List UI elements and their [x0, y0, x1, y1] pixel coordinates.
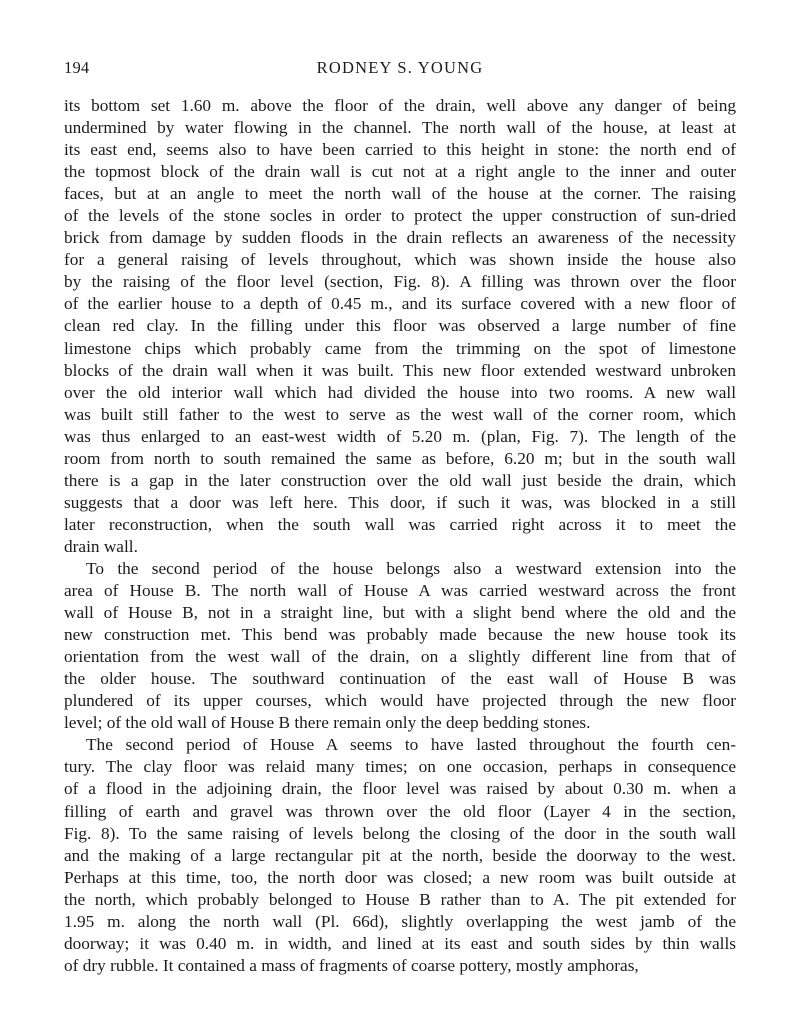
text-line: clean red clay. In the filling under this floor was observed a large number of fine — [64, 316, 736, 336]
paragraph — [64, 95, 736, 558]
text-line: the topmost block of the drain wall is cut not at a right angle to the inner and outer — [64, 162, 736, 182]
paragraph — [64, 558, 736, 734]
text-line: level; of the old wall of House B there remain only the deep bedding stones. — [64, 713, 591, 733]
text-line: The second period of House A seems to have lasted throughout the fourth cen- — [86, 735, 736, 755]
text-line: faces, but at an angle to meet the north wall of the house at the corner. The raising — [64, 184, 736, 204]
text-line: later reconstruction, when the south wall was carried right across it to meet the — [64, 514, 736, 534]
text-line: the north, which probably belonged to House B rather than to A. The pit extended for — [64, 889, 736, 909]
text-line: was built still father to the west to serve as the west wall of the corner room, which — [64, 404, 736, 424]
text-line: was thus enlarged to an east-west width of 5.20 m. (plan, Fig. 7). The length of the — [64, 426, 736, 446]
text-line: orientation from the west wall of the drain, on a slightly different line from that of — [64, 647, 736, 667]
text-line: of dry rubble. It contained a mass of fragments of coarse pottery, mostly amphoras, — [64, 955, 639, 975]
text-line: by the raising of the floor level (section, Fig. 8). A filling was thrown over the floor — [64, 272, 736, 292]
page-number: 194 — [64, 58, 90, 77]
text-line: suggests that a door was left here. This door, if such it was, was blocked in a still — [64, 492, 736, 512]
text-line: of a flood in the adjoining drain, the floor level was raised by about 0.30 m. when a — [64, 779, 736, 799]
text-line: 1.95 m. along the north wall (Pl. 66d), slightly overlapping the west jamb of the — [64, 911, 736, 931]
text-line: tury. The clay floor was relaid many times; on one occasion, perhaps in consequence — [64, 757, 736, 777]
text-line: limestone chips which probably came from the trimming on the spot of limestone — [64, 338, 736, 358]
text-line: over the old interior wall which had divided the house into two rooms. A new wall — [64, 382, 736, 402]
text-line: there is a gap in the later construction over the old wall just beside the drain, which — [64, 470, 736, 490]
text-line: drain wall. — [64, 536, 138, 556]
text-line: area of House B. The north wall of House A was carried westward across the front — [64, 581, 736, 601]
text-line: brick from damage by sudden floods in the drain reflects an awareness of the necessity — [64, 228, 736, 248]
text-line: blocks of the drain wall when it was built. This new floor extended westward unbroken — [64, 360, 736, 380]
text-line: Perhaps at this time, too, the north door was closed; a new room was built outside at — [64, 867, 736, 887]
text-line: filling of earth and gravel was thrown over the old floor (Layer 4 in the section, — [64, 801, 736, 821]
text-line: Fig. 8). To the same raising of levels belong the closing of the door in the south wall — [64, 823, 736, 843]
text-line: new construction met. This bend was probably made because the new house took its — [64, 625, 736, 645]
text-line: undermined by water flowing in the channel. The north wall of the house, at least at — [64, 118, 736, 138]
text-line: of the earlier house to a depth of 0.45 m., and its surface covered with a new floor of — [64, 294, 736, 314]
text-line: the older house. The southward continuation of the east wall of House B was — [64, 669, 736, 689]
text-line: and the making of a large rectangular pit at the north, beside the doorway to the west. — [64, 845, 736, 865]
text-line: plundered of its upper courses, which would have projected through the new floor — [64, 691, 736, 711]
paragraph — [64, 734, 736, 977]
running-head-author: RODNEY S. YOUNG — [316, 58, 484, 77]
text-line: doorway; it was 0.40 m. in width, and lined at its east and south sides by thin walls — [64, 933, 736, 953]
running-head — [64, 58, 736, 82]
text-line: of the levels of the stone socles in order to protect the upper construction of sun-dried — [64, 206, 736, 226]
text-line: its east end, seems also to have been carried to this height in stone: the north end of — [64, 140, 736, 160]
text-line: wall of House B, not in a straight line, but with a slight bend where the old and the — [64, 603, 736, 623]
text-line: To the second period of the house belongs also a westward extension into the — [86, 558, 736, 578]
text-line: room from north to south remained the same as before, 6.20 m; but in the south wall — [64, 448, 736, 468]
body-text — [64, 95, 736, 977]
text-line: its bottom set 1.60 m. above the floor of the drain, well above any danger of being — [64, 96, 736, 115]
text-line: for a general raising of levels throughout, which was shown inside the house also — [64, 250, 736, 270]
